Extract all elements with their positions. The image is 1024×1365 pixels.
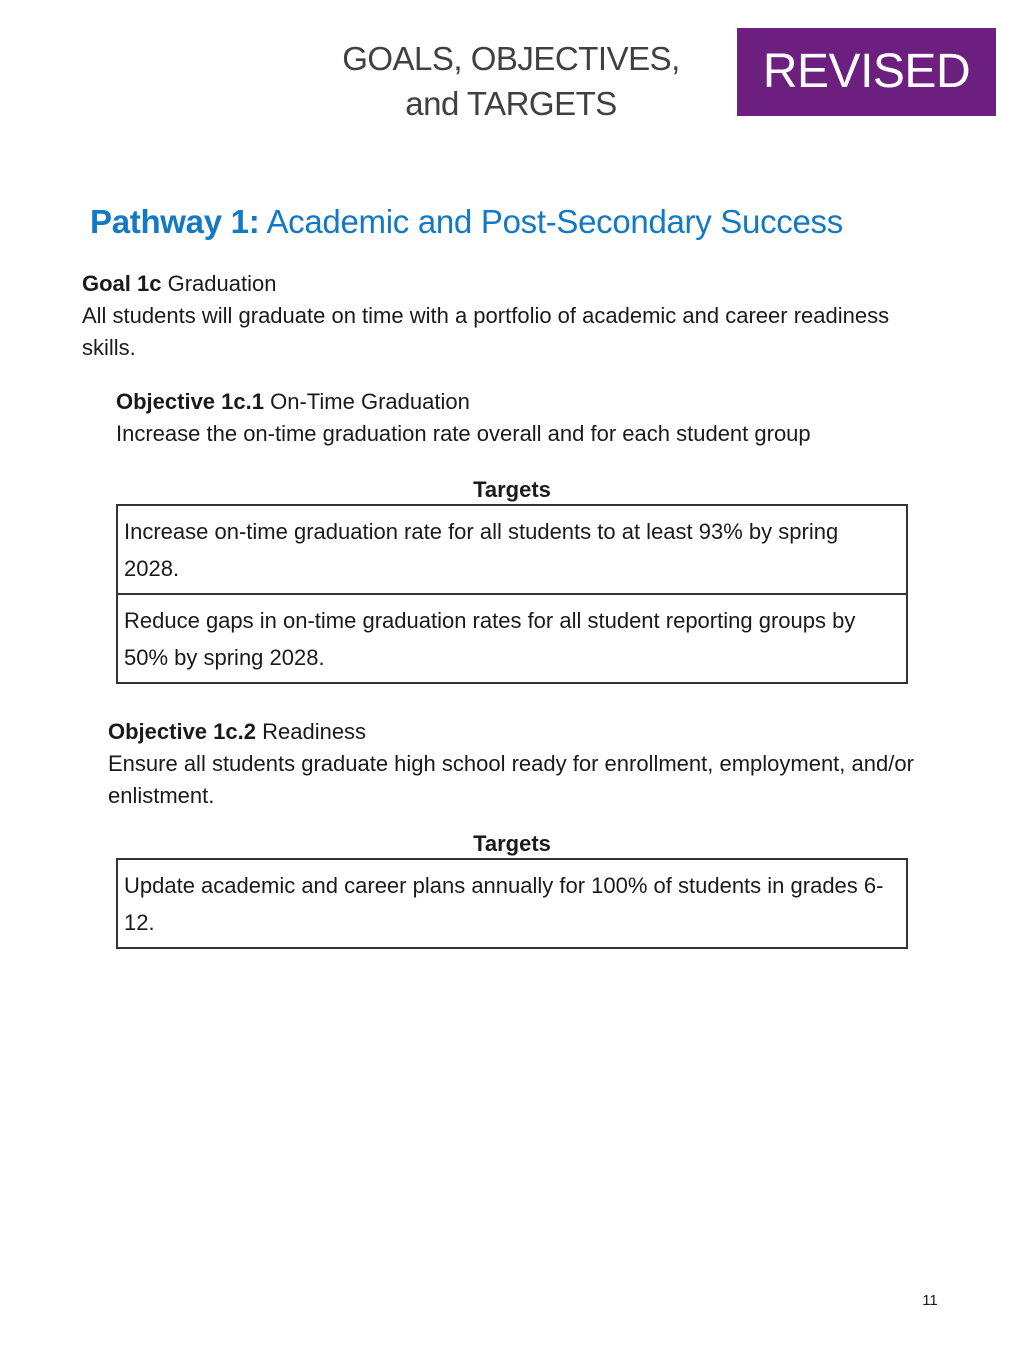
target-row: Reduce gaps in on-time graduation rates for all student reporting groups by 50% by spring 2028. (124, 608, 856, 670)
page-number: 11 (922, 1292, 938, 1309)
pathway-label: Pathway 1: (90, 203, 260, 240)
objective-label: Objective 1c.2 (108, 719, 256, 744)
targets-heading: Targets (473, 477, 551, 502)
objective-label: Objective 1c.1 (116, 389, 264, 414)
header-title-line-2: and TARGETS (405, 85, 617, 122)
goal-description: All students will graduate on time with a portfolio of academic and career readiness skills. (82, 303, 890, 360)
targets-table (116, 858, 908, 949)
objective-name: Readiness (262, 719, 367, 744)
revised-badge: REVISED (737, 28, 996, 116)
target-row: Increase on-time graduation rate for all students to at least 93% by spring 2028. (118, 506, 906, 595)
goal-section (82, 268, 942, 364)
objective-section (108, 716, 968, 812)
goal-label: Goal 1c (82, 271, 162, 296)
objective-description: Ensure all students graduate high school ready for enrollment, employment, and/or enlistment. (108, 751, 914, 808)
header-title-line-1: GOALS, OBJECTIVES, (342, 40, 680, 77)
objective-heading (116, 386, 976, 418)
objective-description: Increase the on-time graduation rate overall and for each student group (116, 421, 811, 446)
objective-section (116, 386, 976, 450)
pathway-heading (90, 200, 843, 244)
objective-name: On-Time Graduation (270, 389, 470, 414)
target-row: Update academic and career plans annually for 100% of students in grades 6-12. (124, 873, 884, 935)
objective-heading (108, 716, 968, 748)
goal-heading (82, 268, 942, 300)
targets-heading: Targets (473, 831, 551, 856)
pathway-title: Academic and Post-Secondary Success (266, 203, 843, 240)
document-header-title (300, 36, 722, 126)
goal-name: Graduation (167, 271, 277, 296)
targets-table (116, 504, 908, 684)
